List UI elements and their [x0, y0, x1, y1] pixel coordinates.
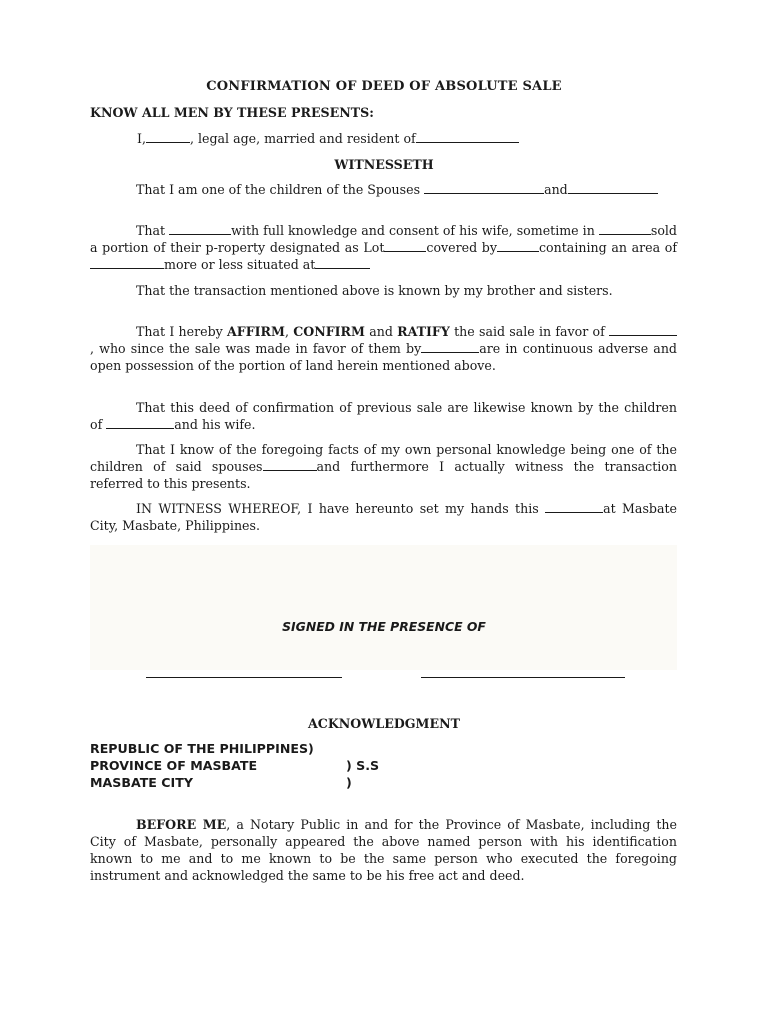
- para4-text-b: the said sale in favor of: [449, 324, 605, 339]
- seller-by-blank: [421, 341, 479, 353]
- para2-text-e: containing an area of: [539, 240, 678, 255]
- para4-text-c: , who since the sale was made in favor of them by: [90, 341, 422, 356]
- intro-text-a: I,: [137, 131, 146, 146]
- intro-line: [137, 131, 519, 146]
- venue-city-label: MASBATE CITY: [90, 775, 193, 790]
- paragraph-affirm: [90, 323, 677, 374]
- para4-text-d: are in continuous adverse and open possession of the portion of land herein mentioned above.: [90, 341, 677, 373]
- para2-text-a: That: [136, 223, 166, 238]
- para4-text-a: That I hereby: [136, 324, 227, 339]
- para7-text-b: at Masbate City, Masbate, Philippines.: [90, 501, 677, 533]
- para6-text-b: and furthermore I actually witness the transaction referred to this presents.: [90, 459, 677, 491]
- buyer-blank: [609, 324, 677, 336]
- paragraph-known-by-siblings: That the transaction mentioned above is known by my brother and sisters.: [136, 283, 613, 298]
- seller-blank: [169, 223, 231, 235]
- witness-signature-line-left: [146, 677, 342, 678]
- before-me-words: BEFORE ME: [136, 817, 227, 832]
- venue-province: [90, 758, 380, 773]
- residence-blank: [416, 131, 519, 143]
- signing-date-blank: [545, 501, 603, 513]
- para1-text-a: That I am one of the children of the Spouses: [136, 182, 421, 197]
- paragraph-before-me: [90, 816, 677, 884]
- area-blank: [90, 257, 164, 269]
- paragraph-in-witness: [90, 500, 677, 534]
- location-blank: [315, 257, 370, 269]
- witnesseth-heading: WITNESSETH: [334, 157, 434, 172]
- name-blank: [146, 131, 190, 143]
- para8-text-a: , a Notary Public in and for the Province of Masbate, including the City of Masbate, personally appeared the above named person with his identification known to me and to me known to be the same person who executed the foregoing instrument and acknowledged the same to be his free act and deed.: [90, 817, 677, 883]
- signed-in-presence-heading: SIGNED IN THE PRESENCE OF: [282, 619, 486, 634]
- affirm-word: AFFIRM: [227, 324, 285, 339]
- spouse-husband-blank: [424, 182, 544, 194]
- venue-city: [90, 775, 352, 790]
- title-number-blank: [497, 240, 539, 252]
- para5-text-a: That this deed of confirmation of previous sale are likewise known by the children of: [90, 400, 677, 432]
- venue-city-paren: ): [346, 775, 352, 790]
- know-all-men-heading: KNOW ALL MEN BY THESE PRESENTS:: [90, 105, 374, 120]
- document-title: CONFIRMATION OF DEED OF ABSOLUTE SALE: [206, 79, 562, 94]
- paragraph-spouses: [90, 181, 677, 198]
- paragraph-sale: [90, 222, 677, 273]
- spouse-wife-blank: [568, 182, 658, 194]
- venue-province-label: PROVINCE OF MASBATE: [90, 758, 258, 773]
- ratify-word: RATIFY: [397, 324, 450, 339]
- para7-text-a: IN WITNESS WHEREOF, I have hereunto set my hands this: [136, 501, 539, 516]
- para2-text-f: more or less situated at: [164, 257, 316, 272]
- para2-text-c: sold a portion of their p-roperty designated as Lot: [90, 223, 677, 255]
- signature-area: [90, 545, 677, 670]
- spouses-name-blank: [263, 459, 317, 471]
- para6-text-a: That I know of the foregoing facts of my own personal knowledge being one of the children of said spouses: [90, 442, 677, 474]
- venue-republic: REPUBLIC OF THE PHILIPPINES): [90, 741, 314, 756]
- confirm-word: CONFIRM: [293, 324, 365, 339]
- paragraph-deed-known: [90, 399, 677, 433]
- witness-signature-line-right: [421, 677, 625, 678]
- para4-and: and: [364, 324, 398, 339]
- sale-date-blank: [599, 223, 651, 235]
- intro-text-b: , legal age, married and resident of: [189, 131, 416, 146]
- children-of-blank: [106, 417, 174, 429]
- para2-text-d: covered by: [426, 240, 497, 255]
- paragraph-personal-knowledge: [90, 441, 677, 492]
- venue-ss: ) S.S: [346, 758, 380, 773]
- para1-text-b: and: [544, 182, 568, 197]
- acknowledgment-heading: ACKNOWLEDGMENT: [308, 716, 460, 731]
- para4-comma: ,: [284, 324, 294, 339]
- para5-text-b: and his wife.: [174, 417, 256, 432]
- lot-number-blank: [384, 240, 426, 252]
- para2-text-b: with full knowledge and consent of his wife, sometime in: [231, 223, 595, 238]
